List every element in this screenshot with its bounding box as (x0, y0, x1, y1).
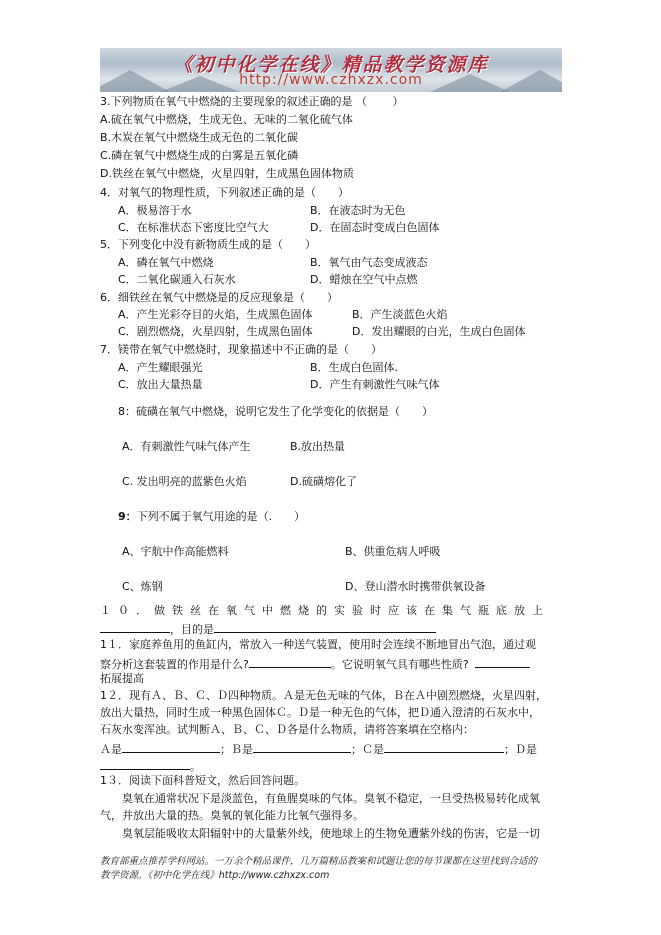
q11-blank-1[interactable] (249, 655, 331, 668)
q5-option-d: D．蜡烛在空气中点燃 (310, 273, 418, 286)
q9-option-b: B、供重危病人呼吸 (345, 545, 441, 558)
q13-para1-line1: 臭氧在通常状况下是淡蓝色，有鱼腥臭味的气体。臭氧不稳定，一旦受热极易转化成氧 (122, 792, 540, 805)
q11-line1: 1１．家庭养鱼用的鱼缸内，常放入一种送气装置，使用时会连续不断地冒出气泡，通过观 (100, 638, 536, 651)
q12-line3: 石灰水变浑浊。试判断Ａ、Ｂ、Ｃ、Ｄ各是什么物质，请将答案填在空格内： (100, 723, 474, 736)
q12-answers (100, 740, 537, 757)
q9-option-a: A、宇航中作高能燃料 (122, 545, 229, 558)
q13-stem: 1３．阅读下面科普短文，然后回答问题。 (100, 774, 305, 787)
q9-option-c: C、炼钢 (122, 580, 163, 593)
q6-option-b: B．产生淡蓝色火焰 (352, 308, 448, 321)
q12-blank-a[interactable] (122, 740, 220, 753)
q10-text: １０．做铁丝在氧气中燃烧的实验时应该在集气瓶底放上 (100, 604, 550, 617)
q7-option-d: D．产生有刺激性气味气体 (310, 378, 440, 391)
q7-stem: 7．镁带在氧气中燃烧时，现象描述中不正确的是（ ） (100, 343, 382, 356)
q10-mid-text: ，目的是 (170, 623, 214, 636)
q10-blank-2[interactable] (214, 620, 436, 633)
q5-option-a: A．磷在氧气中燃烧 (118, 256, 214, 269)
q8-option-b: B.放出热量 (290, 440, 346, 453)
q13-para1-line2: 气，并放出大量的热。臭氧的氧化能力比氧气强得多。 (100, 809, 364, 822)
q12-label-c: ；Ｃ是 (351, 743, 384, 756)
q7-option-c: C．放出大量热量 (118, 378, 203, 391)
q9-option-d: D、登山潜水时携带供氧设备 (345, 580, 486, 593)
q6-option-a: A．产生光彩夺目的火焰，生成黑色固体 (118, 308, 313, 321)
q10-blank-1[interactable] (100, 620, 170, 633)
q12-blank-c[interactable] (384, 740, 504, 753)
q10-line2 (100, 620, 436, 637)
q4-stem: 4．对氧气的物理性质，下列叙述正确的是（ ） (100, 186, 349, 199)
q3-option-c: C.磷在氧气中燃烧生成的白雾是五氧化磷 (100, 149, 299, 162)
q7-option-b: B．生成白色固体. (310, 361, 399, 374)
banner-title: 《初中化学在线》精品教学资源库 (173, 54, 489, 76)
q3-option-a: A.硫在氧气中燃烧，生成无色、无味的二氧化硫气体 (100, 113, 353, 126)
q11-blank-2[interactable] (475, 655, 530, 668)
q4-option-c: C．在标准状态下密度比空气大 (118, 221, 269, 234)
q8-option-c: C. 发出明亮的蓝紫色火焰 (122, 475, 247, 488)
q6-stem: 6．细铁丝在氧气中燃烧是的反应现象是（ ） (100, 291, 338, 304)
q6-option-c: C．剧烈燃烧，火星四射，生成黑色固体 (118, 325, 313, 338)
q11-question-2: 。它说明氧气具有哪些性质? (330, 658, 469, 671)
q11-question-1: 察分析这套装置的作用是什么? (100, 658, 249, 671)
footer-line2: 教学资源。《初中化学在线》http://www.czhxzx.com (100, 870, 330, 881)
q8-stem: 8：硫磺在氧气中燃烧，说明它发生了化学变化的依据是（ ） (118, 405, 433, 418)
q12-label-b: ；Ｂ是 (220, 743, 253, 756)
q12-blank-b[interactable] (253, 740, 351, 753)
q12-blank-d[interactable] (100, 757, 190, 770)
page-footer (100, 855, 570, 883)
q9-stem (118, 510, 305, 524)
q4-option-b: B．在液态时为无色 (310, 204, 406, 217)
q9-stem-text: 下列不属于氧气用途的是（. ） (136, 510, 306, 523)
q7-option-a: A．产生耀眼强光 (118, 361, 203, 374)
footer-line1: 教育部重点推荐学科网站。一万余个精品课件，几万篇精品教案和试题让您的每节课都在这里找到合适的 (100, 856, 538, 867)
q5-stem: 5．下列变化中没有新物质生成的是（ ） (100, 238, 316, 251)
q8-option-a: A．有刺激性气味气体产生 (122, 440, 251, 453)
q12-label-d: ；Ｄ是 (504, 743, 537, 756)
q6-option-d: D．发出耀眼的白光，生成白色固体 (352, 325, 526, 338)
banner-url[interactable]: http://www.czhxzx.com (239, 72, 423, 88)
q10-line1 (100, 604, 550, 618)
q13-para2-line1: 臭氧层能吸收太阳辐射中的大量紫外线，使地球上的生物免遭紫外线的伤害，它是一切 (122, 827, 540, 840)
q11-line2 (100, 655, 530, 672)
q5-option-b: B．氧气由气态变成液态 (310, 256, 428, 269)
q3-option-d: D.铁丝在氧气中燃烧，火星四射，生成黑色固体物质 (100, 167, 354, 180)
q8-option-d: D.硫磺熔化了 (290, 475, 357, 488)
q12-line2: 放出大量热，同时生成一种黑色固体Ｃ。Ｄ是一种无色的气体，把Ｄ通入澄清的石灰水中， (100, 706, 540, 719)
q12-end: 。 (190, 760, 201, 773)
q11-extension-heading: 拓展提高 (100, 672, 144, 685)
q4-option-d: D．在固态时变成白色固体 (310, 221, 440, 234)
q5-option-c: C．二氧化碳通入石灰水 (118, 273, 236, 286)
q9-number: 9： (118, 510, 137, 523)
q3-stem: 3.下列物质在氧气中燃烧的主要现象的叙述正确的是 （ ） (100, 95, 404, 108)
q12-line1: 1２．现有Ａ、Ｂ、Ｃ、Ｄ四种物质。Ａ是无色无味的气体，Ｂ在Ａ中剧烈燃烧，火星四射， (100, 689, 547, 702)
q12-label-a: Ａ是 (100, 743, 122, 756)
header-banner (100, 48, 562, 92)
q12-answers-cont (100, 757, 201, 774)
q3-option-b: B.木炭在氧气中燃烧生成无色的二氧化碳 (100, 131, 299, 144)
q4-option-a: A．极易溶于水 (118, 204, 192, 217)
